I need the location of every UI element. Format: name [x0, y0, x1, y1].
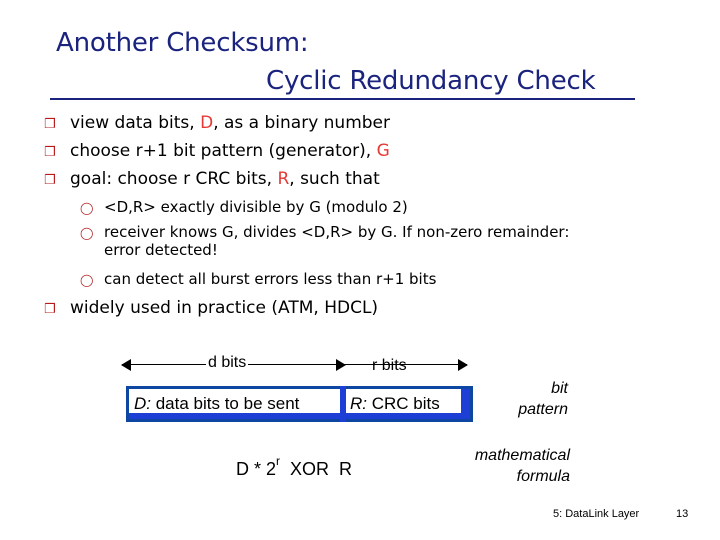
- bits-arrow-line: [122, 364, 467, 365]
- round-bullet-icon: ◯: [80, 226, 94, 240]
- r-bits-label: r bits: [372, 357, 407, 374]
- square-bullet-icon: ❒: [44, 302, 56, 317]
- bullet-highlight: D: [200, 113, 214, 133]
- sub-bullet-item: [80, 199, 408, 217]
- crc-formula: [236, 454, 352, 480]
- caption-line: pattern: [518, 401, 568, 418]
- bullet-item: [44, 298, 378, 318]
- bullet-highlight: G: [376, 141, 390, 161]
- square-bullet-icon: ❒: [44, 173, 56, 188]
- arrow-left-icon: [121, 359, 131, 371]
- title-underline: [50, 98, 635, 100]
- round-bullet-icon: ◯: [80, 273, 94, 287]
- crc-bits-text: CRC bits: [367, 394, 440, 413]
- d-bits-label: d bits: [208, 354, 247, 371]
- caption-line: mathematical: [474, 447, 570, 464]
- sub-bullet-continuation: error detected!: [104, 241, 218, 259]
- arrow-right-icon: [336, 359, 346, 371]
- formula-rest: XOR R: [280, 459, 353, 479]
- bullet-text: widely used in practice (ATM, HDCL): [70, 298, 379, 318]
- sub-bullet-text: <D,R> exactly divisible by G (modulo 2): [104, 198, 408, 216]
- bullet-item: [44, 113, 390, 133]
- d-prefix: D:: [134, 394, 151, 413]
- caption-line: formula: [516, 468, 570, 485]
- square-bullet-icon: ❒: [44, 117, 56, 132]
- sub-bullet-text: receiver knows G, divides <D,R> by G. If non-zero remainder:: [104, 223, 570, 241]
- math-formula-caption: [440, 445, 570, 487]
- title-line-1: Another Checksum:: [56, 28, 309, 58]
- title-line-2: Cyclic Redundancy Check: [266, 66, 596, 96]
- data-bits-field: [134, 394, 299, 414]
- page-number: 13: [676, 508, 689, 520]
- bit-pattern-divider: [340, 386, 346, 422]
- bullet-text: , as a binary number: [213, 113, 391, 133]
- crc-bits-field: [350, 394, 440, 414]
- bullet-item: [44, 169, 380, 189]
- square-bullet-icon: ❒: [44, 145, 56, 160]
- bullet-text: choose r+1 bit pattern (generator),: [70, 141, 377, 161]
- caption-line: bit: [551, 380, 568, 397]
- footer-label: 5: DataLink Layer: [553, 508, 640, 520]
- bullet-text: goal: choose r CRC bits,: [70, 169, 278, 189]
- bullet-text: view data bits,: [70, 113, 201, 133]
- bit-pattern-caption: [500, 378, 568, 420]
- sub-bullet-text: can detect all burst errors less than r+1 bits: [104, 270, 437, 288]
- bullet-item: [44, 141, 390, 161]
- r-prefix: R:: [350, 394, 367, 413]
- sub-bullet-item: [80, 271, 436, 289]
- data-bits-text: data bits to be sent: [151, 394, 300, 413]
- round-bullet-icon: ◯: [80, 201, 94, 215]
- arrow-right-icon: [458, 359, 468, 371]
- formula-base: D * 2: [236, 459, 277, 479]
- bullet-highlight: R: [277, 169, 290, 189]
- sub-bullet-item: [80, 224, 569, 259]
- bullet-text: , such that: [289, 169, 380, 189]
- formula-exponent: r: [276, 454, 281, 468]
